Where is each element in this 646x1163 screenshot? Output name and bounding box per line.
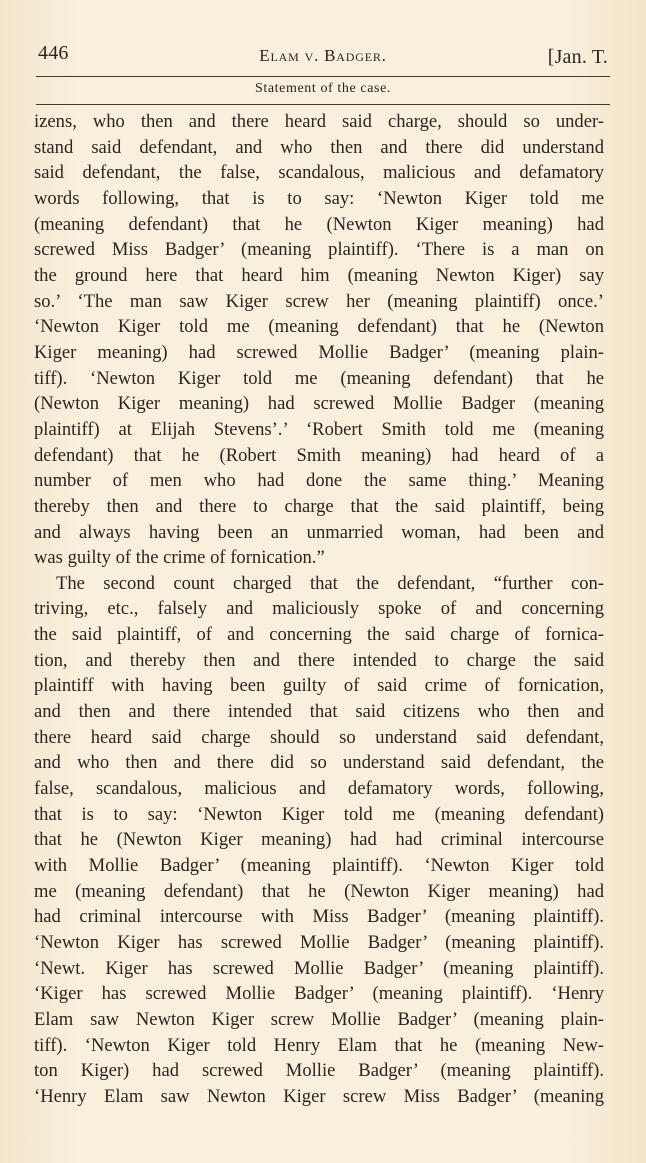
text-line: ton Kiger) had screwed Mollie Badger’ (meaning plaintiff). xyxy=(34,1060,604,1082)
text-line: said defendant, the false, scandalous, malicious and defamatory xyxy=(34,162,604,184)
text-line: defendant) that he (Robert Smith meaning) had heard of a xyxy=(34,444,604,466)
text-line: triving, etc., falsely and maliciously spoke of and concerning xyxy=(34,598,604,620)
header-rule-bottom xyxy=(36,104,610,105)
text-line: Kiger meaning) had screwed Mollie Badger’ (meaning plain- xyxy=(34,341,604,363)
text-line: tiff). ‘Newton Kiger told Henry Elam that he (meaning New- xyxy=(34,1034,604,1056)
text-line: false, scandalous, malicious and defamatory words, following, xyxy=(34,778,604,800)
text-line: screwed Miss Badger’ (meaning plaintiff). ‘There is a man on xyxy=(34,239,604,261)
text-line: ‘Newt. Kiger has screwed Mollie Badger’ (meaning plaintiff). xyxy=(34,957,604,979)
text-line: with Mollie Badger’ (meaning plaintiff). ‘Newton Kiger told xyxy=(34,855,604,877)
text-line: thereby then and there to charge that the said plaintiff, being xyxy=(34,495,604,517)
text-line: ‘Newton Kiger has screwed Mollie Badger’ (meaning plaintiff). xyxy=(34,932,604,953)
text-line: (meaning defendant) that he (Newton Kiger meaning) had xyxy=(34,213,604,235)
text-line: tion, and thereby then and there intended to charge the said xyxy=(34,649,604,671)
text-line: and always having been an unmarried woman, had been and xyxy=(34,521,604,543)
text-line: there heard said charge should so understand said defendant, xyxy=(34,726,604,748)
text-line: Elam saw Newton Kiger screw Mollie Badger’ (meaning plain- xyxy=(34,1008,604,1030)
text-line: (Newton Kiger meaning) had screwed Mollie Badger (meaning xyxy=(34,393,604,415)
text-line: the said plaintiff, of and concerning the said charge of fornica- xyxy=(34,624,604,646)
section-subheading: Statement of the case. xyxy=(254,81,392,96)
page-number: 446 xyxy=(38,42,69,64)
text-line: had criminal intercourse with Miss Badger’ (meaning plaintiff). xyxy=(34,906,604,928)
text-line: and who then and there did so understand said defendant, the xyxy=(34,752,604,774)
court-term: [Jan. T. xyxy=(547,46,608,68)
paragraph-end-line: was guilty of the crime of fornication.” xyxy=(34,547,325,569)
text-line: plaintiff with having been guilty of said crime of fornication, xyxy=(34,675,604,697)
text-line: ‘Kiger has screwed Mollie Badger’ (meaning plaintiff). ‘Henry xyxy=(34,983,604,1005)
text-line: the ground here that heard him (meaning Newton Kiger) say xyxy=(34,264,604,286)
text-line: stand said defendant, and who then and there did understand xyxy=(34,136,604,158)
header-rule-top xyxy=(36,76,610,77)
running-title: Elam v. Badger. xyxy=(259,46,387,65)
text-line: ‘Henry Elam saw Newton Kiger screw Miss Badger’ (meaning xyxy=(34,1085,604,1107)
text-line: plaintiff) at Elijah Stevens’.’ ‘Robert Smith told me (meaning xyxy=(34,418,604,440)
text-line: number of men who had done the same thing.’ Meaning xyxy=(34,470,604,492)
text-line: that is to say: ‘Newton Kiger told me (meaning defendant) xyxy=(34,803,604,825)
text-line: tiff). ‘Newton Kiger told me (meaning defendant) that he xyxy=(34,367,604,389)
text-line: me (meaning defendant) that he (Newton Kiger meaning) had xyxy=(34,880,604,902)
paragraph-start-line: The second count charged that the defendant, “further con- xyxy=(56,572,604,594)
text-line: and then and there intended that said citizens who then and xyxy=(34,701,604,723)
text-line: words following, that is to say: ‘Newton Kiger told me xyxy=(34,187,604,209)
text-line: ‘Newton Kiger told me (meaning defendant) that he (Newton xyxy=(34,316,604,338)
page-header xyxy=(36,42,610,76)
text-line: that he (Newton Kiger meaning) had had criminal intercourse xyxy=(34,829,604,851)
text-line: so.’ ‘The man saw Kiger screw her (meaning plaintiff) once.’ xyxy=(34,290,604,312)
page-body xyxy=(34,109,604,1110)
text-line: izens, who then and there heard said charge, should so under- xyxy=(34,111,604,132)
